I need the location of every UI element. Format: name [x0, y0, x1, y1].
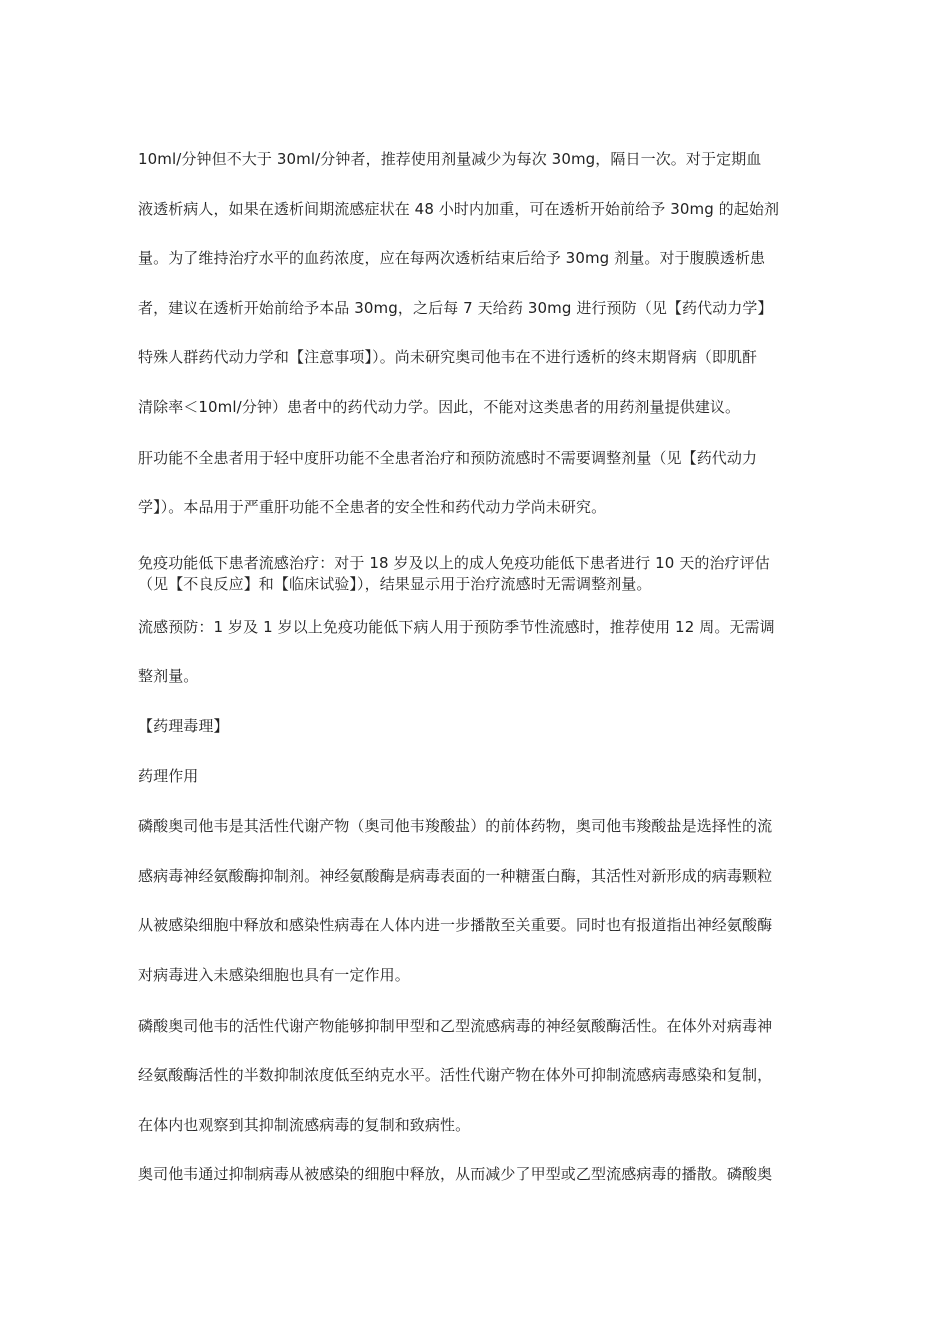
text-line-17: 从被感染细胞中释放和感染性病毒在人体内进一步播散至关重要。同时也有报道指出神经氨酸酶 [138, 916, 773, 934]
text-line-21: 在体内也观察到其抑制流感病毒的复制和致病性。 [138, 1116, 471, 1134]
text-line-16: 感病毒神经氨酸酶抑制剂。神经氨酸酶是病毒表面的一种糖蛋白酶，其活性对新形成的病毒颗粒 [138, 867, 773, 885]
text-line-6: 清除率＜10ml/分钟）患者中的药代动力学。因此，不能对这类患者的用药剂量提供建议。 [138, 398, 741, 416]
text-line-22: 奥司他韦通过抑制病毒从被感染的细胞中释放，从而减少了甲型或乙型流感病毒的播散。磷酸奥 [138, 1165, 773, 1183]
text-line-1: 10ml/分钟但不大于 30ml/分钟者，推荐使用剂量减少为每次 30mg，隔日一次。对于定期血 [138, 150, 762, 168]
text-line-12: 整剂量。 [138, 667, 199, 685]
text-line-8: 学】）。本品用于严重肝功能不全患者的安全性和药代动力学尚未研究。 [138, 498, 607, 516]
text-line-4: 者，建议在透析开始前给予本品 30mg，之后每 7 天给药 30mg 进行预防（见【药代动力学】 [138, 299, 773, 317]
text-line-20: 经氨酸酶活性的半数抑制浓度低至纳克水平。活性代谢产物在体外可抑制流感病毒感染和复制， [138, 1066, 773, 1084]
text-line-19: 磷酸奥司他韦的活性代谢产物能够抑制甲型和乙型流感病毒的神经氨酸酶活性。在体外对病毒神 [138, 1017, 773, 1035]
text-line-2: 液透析病人，如果在透析间期流感症状在 48 小时内加重，可在透析开始前给予 30mg 的起始剂 [138, 200, 780, 218]
text-line-10: （见【不良反应】和【临床试验】），结果显示用于治疗流感时无需调整剂量。 [138, 575, 652, 593]
text-line-11: 流感预防：1 岁及 1 岁以上免疫功能低下病人用于预防季节性流感时，推荐使用 12 周。无需调 [138, 618, 775, 636]
text-line-3: 量。为了维持治疗水平的血药浓度，应在每两次透析结束后给予 30mg 剂量。对于腹膜透析患 [138, 249, 766, 267]
section-heading-pharmacology: 【药理毒理】 [138, 717, 229, 735]
text-line-9: 免疫功能低下患者流感治疗：对于 18 岁及以上的成人免疫功能低下患者进行 10 天的治疗评估 [138, 554, 770, 572]
text-line-5: 特殊人群药代动力学和【注意事项】）。尚未研究奥司他韦在不进行透析的终末期肾病（即肌酐 [138, 348, 758, 366]
text-line-18: 对病毒进入未感染细胞也具有一定作用。 [138, 966, 410, 984]
text-line-7: 肝功能不全患者用于轻中度肝功能不全患者治疗和预防流感时不需要调整剂量（见【药代动力 [138, 449, 758, 467]
subsection-heading-pharmacological-action: 药理作用 [138, 767, 199, 785]
text-line-15: 磷酸奥司他韦是其活性代谢产物（奥司他韦羧酸盐）的前体药物，奥司他韦羧酸盐是选择性的流 [138, 817, 773, 835]
